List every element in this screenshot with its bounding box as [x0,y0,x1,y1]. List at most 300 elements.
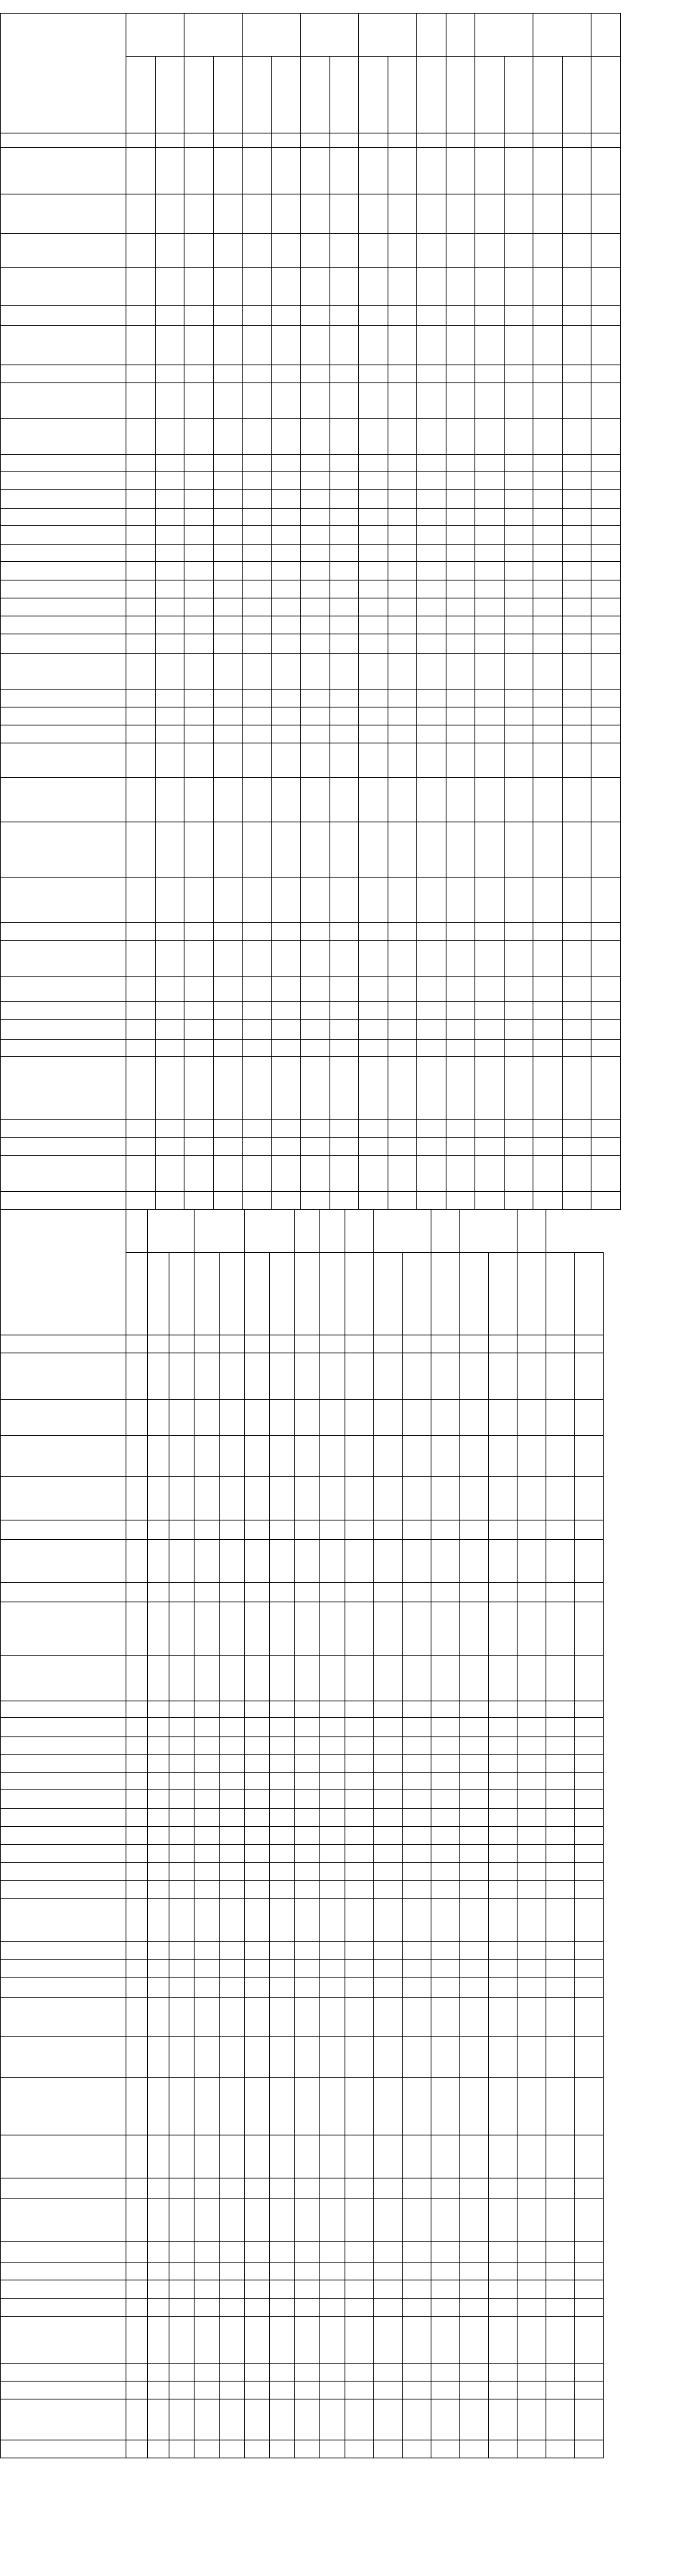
quota-cell [126,1977,147,1997]
quota-cell [271,365,300,382]
quota-cell [431,1717,459,1736]
quota-cell [474,305,504,325]
quota-cell [474,743,504,777]
quota-cell [459,1880,488,1898]
quota-cell [358,822,388,877]
quota-cell [126,365,155,382]
quota-cell [546,2399,574,2440]
province-header [294,1209,319,1252]
major-name [0,1736,126,1754]
quota-cell [388,233,416,267]
quota-cell [446,940,474,976]
quota-cell [269,1736,294,1754]
quota-cell [126,2381,147,2399]
quota-cell [358,454,388,471]
subject-type-header [388,56,416,133]
quota-cell [373,1826,402,1844]
quota-cell [345,2280,373,2298]
quota-cell [358,743,388,777]
quota-cell [219,1602,244,1655]
quota-cell [126,1119,155,1137]
quota-cell [147,2077,169,2135]
quota-cell [373,1977,402,1997]
quota-cell [358,940,388,976]
quota-cell [319,2316,345,2363]
quota-cell [269,1399,294,1435]
quota-cell [533,1056,562,1119]
quota-cell [345,1582,373,1602]
quota-cell [294,1754,319,1772]
quota-cell [345,2077,373,2135]
quota-cell [416,940,446,976]
quota-cell [319,1977,345,1997]
quota-cell [504,743,533,777]
quota-cell [488,1701,517,1717]
quota-cell [358,1056,388,1119]
row-divider [0,1655,604,1656]
quota-cell [546,1476,574,1520]
major-name [0,777,126,822]
quota-cell [126,822,155,877]
quota-cell [244,2381,269,2399]
row-divider [0,1808,604,1809]
quota-cell [184,147,213,194]
subject-type-header [373,1252,402,1335]
quota-cell [219,1399,244,1435]
row-divider [0,1862,604,1863]
row-divider [0,561,621,562]
quota-cell [533,305,562,325]
quota-cell [459,2262,488,2280]
quota-cell [562,940,591,976]
quota-cell [329,1137,358,1155]
quota-cell [517,2381,546,2399]
quota-cell [345,2399,373,2440]
quota-cell [474,561,504,580]
quota-cell [213,877,242,922]
quota-cell [126,1539,147,1582]
quota-cell [574,1977,603,1997]
quota-cell [271,1155,300,1191]
quota-cell [459,1399,488,1435]
quota-cell [219,2381,244,2399]
subject-type-header [402,1252,431,1335]
province-divider [242,13,243,1209]
quota-cell [373,1880,402,1898]
quota-cell [126,634,155,653]
quota-cell [147,2198,169,2241]
subject-type-header [155,56,184,133]
row-divider [0,508,621,509]
quota-cell [459,2135,488,2178]
quota-cell [488,2262,517,2280]
quota-cell [242,382,271,418]
row-divider [0,544,621,545]
quota-cell [546,1736,574,1754]
quota-cell [345,1826,373,1844]
major-name [0,1001,126,1019]
quota-cell [504,877,533,922]
quota-cell [169,1880,194,1898]
column-divider [603,1252,604,2458]
quota-cell [155,471,184,489]
quota-cell [294,1353,319,1399]
quota-cell [269,1520,294,1539]
quota-cell [213,1155,242,1191]
quota-cell [213,305,242,325]
major-name [0,1353,126,1399]
quota-cell [504,133,533,147]
quota-cell [574,2298,603,2316]
quota-cell [345,1476,373,1520]
quota-cell [446,147,474,194]
quota-cell [147,1941,169,1959]
quota-cell [184,940,213,976]
quota-cell [533,267,562,305]
quota-cell [459,1898,488,1941]
quota-cell [358,877,388,922]
quota-cell [184,976,213,1001]
quota-cell [517,1941,546,1959]
quota-cell [474,454,504,471]
quota-cell [562,777,591,822]
quota-cell [517,2036,546,2077]
quota-cell [373,1701,402,1717]
quota-cell [244,2077,269,2135]
quota-cell [319,1826,345,1844]
quota-cell [416,922,446,940]
quota-cell [358,976,388,1001]
quota-cell [562,634,591,653]
quota-cell [562,1001,591,1019]
quota-cell [147,1754,169,1772]
subject-type-header [319,1252,345,1335]
quota-cell [219,1539,244,1582]
quota-cell [562,454,591,471]
quota-cell [546,1701,574,1717]
quota-cell [546,1435,574,1476]
quota-cell [562,147,591,194]
major-name [0,1808,126,1826]
quota-cell [126,1155,155,1191]
quota-cell [358,561,388,580]
quota-cell [562,725,591,743]
quota-cell [184,1019,213,1039]
quota-cell [319,2135,345,2178]
quota-cell [329,525,358,544]
quota-cell [358,544,388,561]
quota-cell [562,616,591,634]
quota-cell [416,707,446,725]
quota-cell [194,1335,219,1353]
quota-cell [329,1001,358,1019]
major-name [0,2198,126,2241]
quota-cell [459,1754,488,1772]
quota-cell [546,1789,574,1808]
table-left-border [0,1209,1,2458]
quota-cell [242,1001,271,1019]
quota-cell [300,471,329,489]
quota-cell [269,1898,294,1941]
quota-cell [591,454,620,471]
quota-cell [219,1772,244,1789]
quota-cell [169,1353,194,1399]
row-divider [0,1119,621,1120]
quota-cell [155,1001,184,1019]
quota-cell [269,2399,294,2440]
row-divider [0,1826,604,1827]
quota-cell [388,580,416,598]
quota-cell [329,1019,358,1039]
quota-cell [431,2198,459,2241]
quota-cell [504,940,533,976]
quota-cell [126,1772,147,1789]
row-divider [0,1039,621,1040]
quota-cell [213,777,242,822]
major-name [0,1191,126,1209]
quota-cell [517,2241,546,2262]
quota-cell [271,1001,300,1019]
corner-label [0,1209,126,1335]
subject-type-header [126,56,155,133]
quota-cell [358,471,388,489]
quota-cell [402,2241,431,2262]
quota-cell [126,2363,147,2381]
subject-type-header [431,1252,459,1335]
quota-cell [184,1056,213,1119]
quota-cell [562,922,591,940]
quota-cell [271,418,300,454]
quota-cell [562,822,591,877]
subject-type-header [244,1252,269,1335]
row-divider [0,689,621,690]
quota-cell [358,508,388,525]
quota-cell [319,2440,345,2458]
quota-cell [294,1789,319,1808]
quota-cell [358,1039,388,1056]
quota-cell [329,194,358,233]
quota-cell [169,1977,194,1997]
quota-cell [574,2178,603,2198]
major-name [0,365,126,382]
subject-type-header [329,56,358,133]
quota-cell [562,418,591,454]
quota-cell [219,1808,244,1826]
quota-cell [562,1137,591,1155]
quota-cell [319,2280,345,2298]
quota-cell [446,382,474,418]
major-name [0,616,126,634]
quota-cell [184,707,213,725]
quota-cell [488,1736,517,1754]
quota-cell [213,454,242,471]
quota-cell [300,1019,329,1039]
quota-cell [431,2440,459,2458]
quota-cell [591,877,620,922]
province-header [446,13,474,56]
quota-cell [269,2440,294,2458]
quota-cell [431,1808,459,1826]
quota-cell [213,489,242,508]
quota-cell [271,382,300,418]
quota-cell [546,1808,574,1826]
quota-cell [213,133,242,147]
major-name [0,2135,126,2178]
province-divider [147,1209,148,2458]
quota-cell [194,2363,219,2381]
quota-cell [184,544,213,561]
quota-cell [294,2262,319,2280]
quota-cell [155,580,184,598]
quota-cell [402,1655,431,1701]
quota-cell [169,1862,194,1880]
quota-cell [244,1520,269,1539]
quota-cell [533,922,562,940]
quota-cell [416,325,446,365]
major-name [0,1119,126,1137]
quota-cell [319,1754,345,1772]
quota-cell [213,743,242,777]
quota-cell [416,1119,446,1137]
major-name [0,1959,126,1977]
quota-cell [488,2363,517,2381]
quota-cell [126,2135,147,2178]
quota-cell [562,1191,591,1209]
quota-cell [184,653,213,689]
quota-cell [562,743,591,777]
quota-cell [504,365,533,382]
quota-cell [244,1959,269,1977]
quota-cell [402,2198,431,2241]
table-top-border [0,13,621,14]
quota-cell [300,325,329,365]
quota-cell [402,1520,431,1539]
quota-cell [169,1701,194,1717]
quota-cell [184,133,213,147]
quota-cell [402,1353,431,1399]
quota-cell [269,2036,294,2077]
column-divider [562,56,563,1209]
province-header [591,13,620,56]
row-divider [0,1997,604,1998]
quota-cell [504,233,533,267]
quota-cell [294,1399,319,1435]
quota-cell [517,2262,546,2280]
quota-cell [269,1539,294,1582]
quota-cell [446,616,474,634]
quota-cell [546,1997,574,2036]
quota-cell [431,1977,459,1997]
quota-cell [126,707,155,725]
quota-cell [213,1001,242,1019]
quota-cell [574,1808,603,1826]
quota-cell [319,1736,345,1754]
quota-cell [517,1997,546,2036]
major-name [0,2363,126,2381]
quota-cell [126,382,155,418]
quota-cell [574,1399,603,1435]
quota-cell [242,653,271,689]
quota-cell [474,325,504,365]
subject-type-header [147,1252,169,1335]
quota-cell [416,1039,446,1056]
quota-cell [126,2178,147,2198]
province-divider [373,1209,374,2458]
subject-type-header [184,56,213,133]
row-divider [0,2316,604,2317]
quota-cell [373,2135,402,2178]
quota-cell [155,653,184,689]
quota-cell [562,471,591,489]
quota-cell [574,1844,603,1862]
quota-cell [329,976,358,1001]
province-header [126,13,184,56]
quota-cell [271,743,300,777]
quota-cell [504,561,533,580]
quota-cell [388,147,416,194]
quota-cell [126,653,155,689]
quota-cell [126,2198,147,2241]
quota-cell [169,1435,194,1476]
quota-cell [373,1736,402,1754]
quota-cell [504,194,533,233]
quota-cell [373,1399,402,1435]
quota-cell [194,1862,219,1880]
quota-cell [155,194,184,233]
quota-cell [194,1754,219,1772]
quota-cell [474,382,504,418]
quota-cell [319,1520,345,1539]
subject-type-header [271,56,300,133]
quota-cell [244,1399,269,1435]
quota-cell [294,1476,319,1520]
quota-cell [402,1880,431,1898]
quota-cell [388,976,416,1001]
quota-cell [242,454,271,471]
quota-cell [269,1335,294,1353]
subject-type-header [294,1252,319,1335]
quota-cell [219,1997,244,2036]
quota-cell [504,1155,533,1191]
quota-cell [242,598,271,616]
quota-cell [402,1808,431,1826]
quota-cell [294,1880,319,1898]
quota-cell [242,147,271,194]
quota-cell [294,1539,319,1582]
quota-cell [416,508,446,525]
quota-cell [147,2298,169,2316]
quota-cell [517,1520,546,1539]
quota-cell [269,1582,294,1602]
quota-cell [329,561,358,580]
quota-cell [416,454,446,471]
quota-cell [345,1959,373,1977]
quota-cell [431,2399,459,2440]
quota-cell [242,325,271,365]
quota-cell [155,616,184,634]
quota-cell [345,1808,373,1826]
quota-cell [488,1399,517,1435]
quota-cell [126,561,155,580]
quota-cell [219,2280,244,2298]
quota-cell [517,1335,546,1353]
quota-cell [169,2178,194,2198]
quota-cell [155,1191,184,1209]
quota-cell [546,1941,574,1959]
quota-cell [329,365,358,382]
quota-cell [431,2241,459,2262]
quota-cell [533,976,562,1001]
